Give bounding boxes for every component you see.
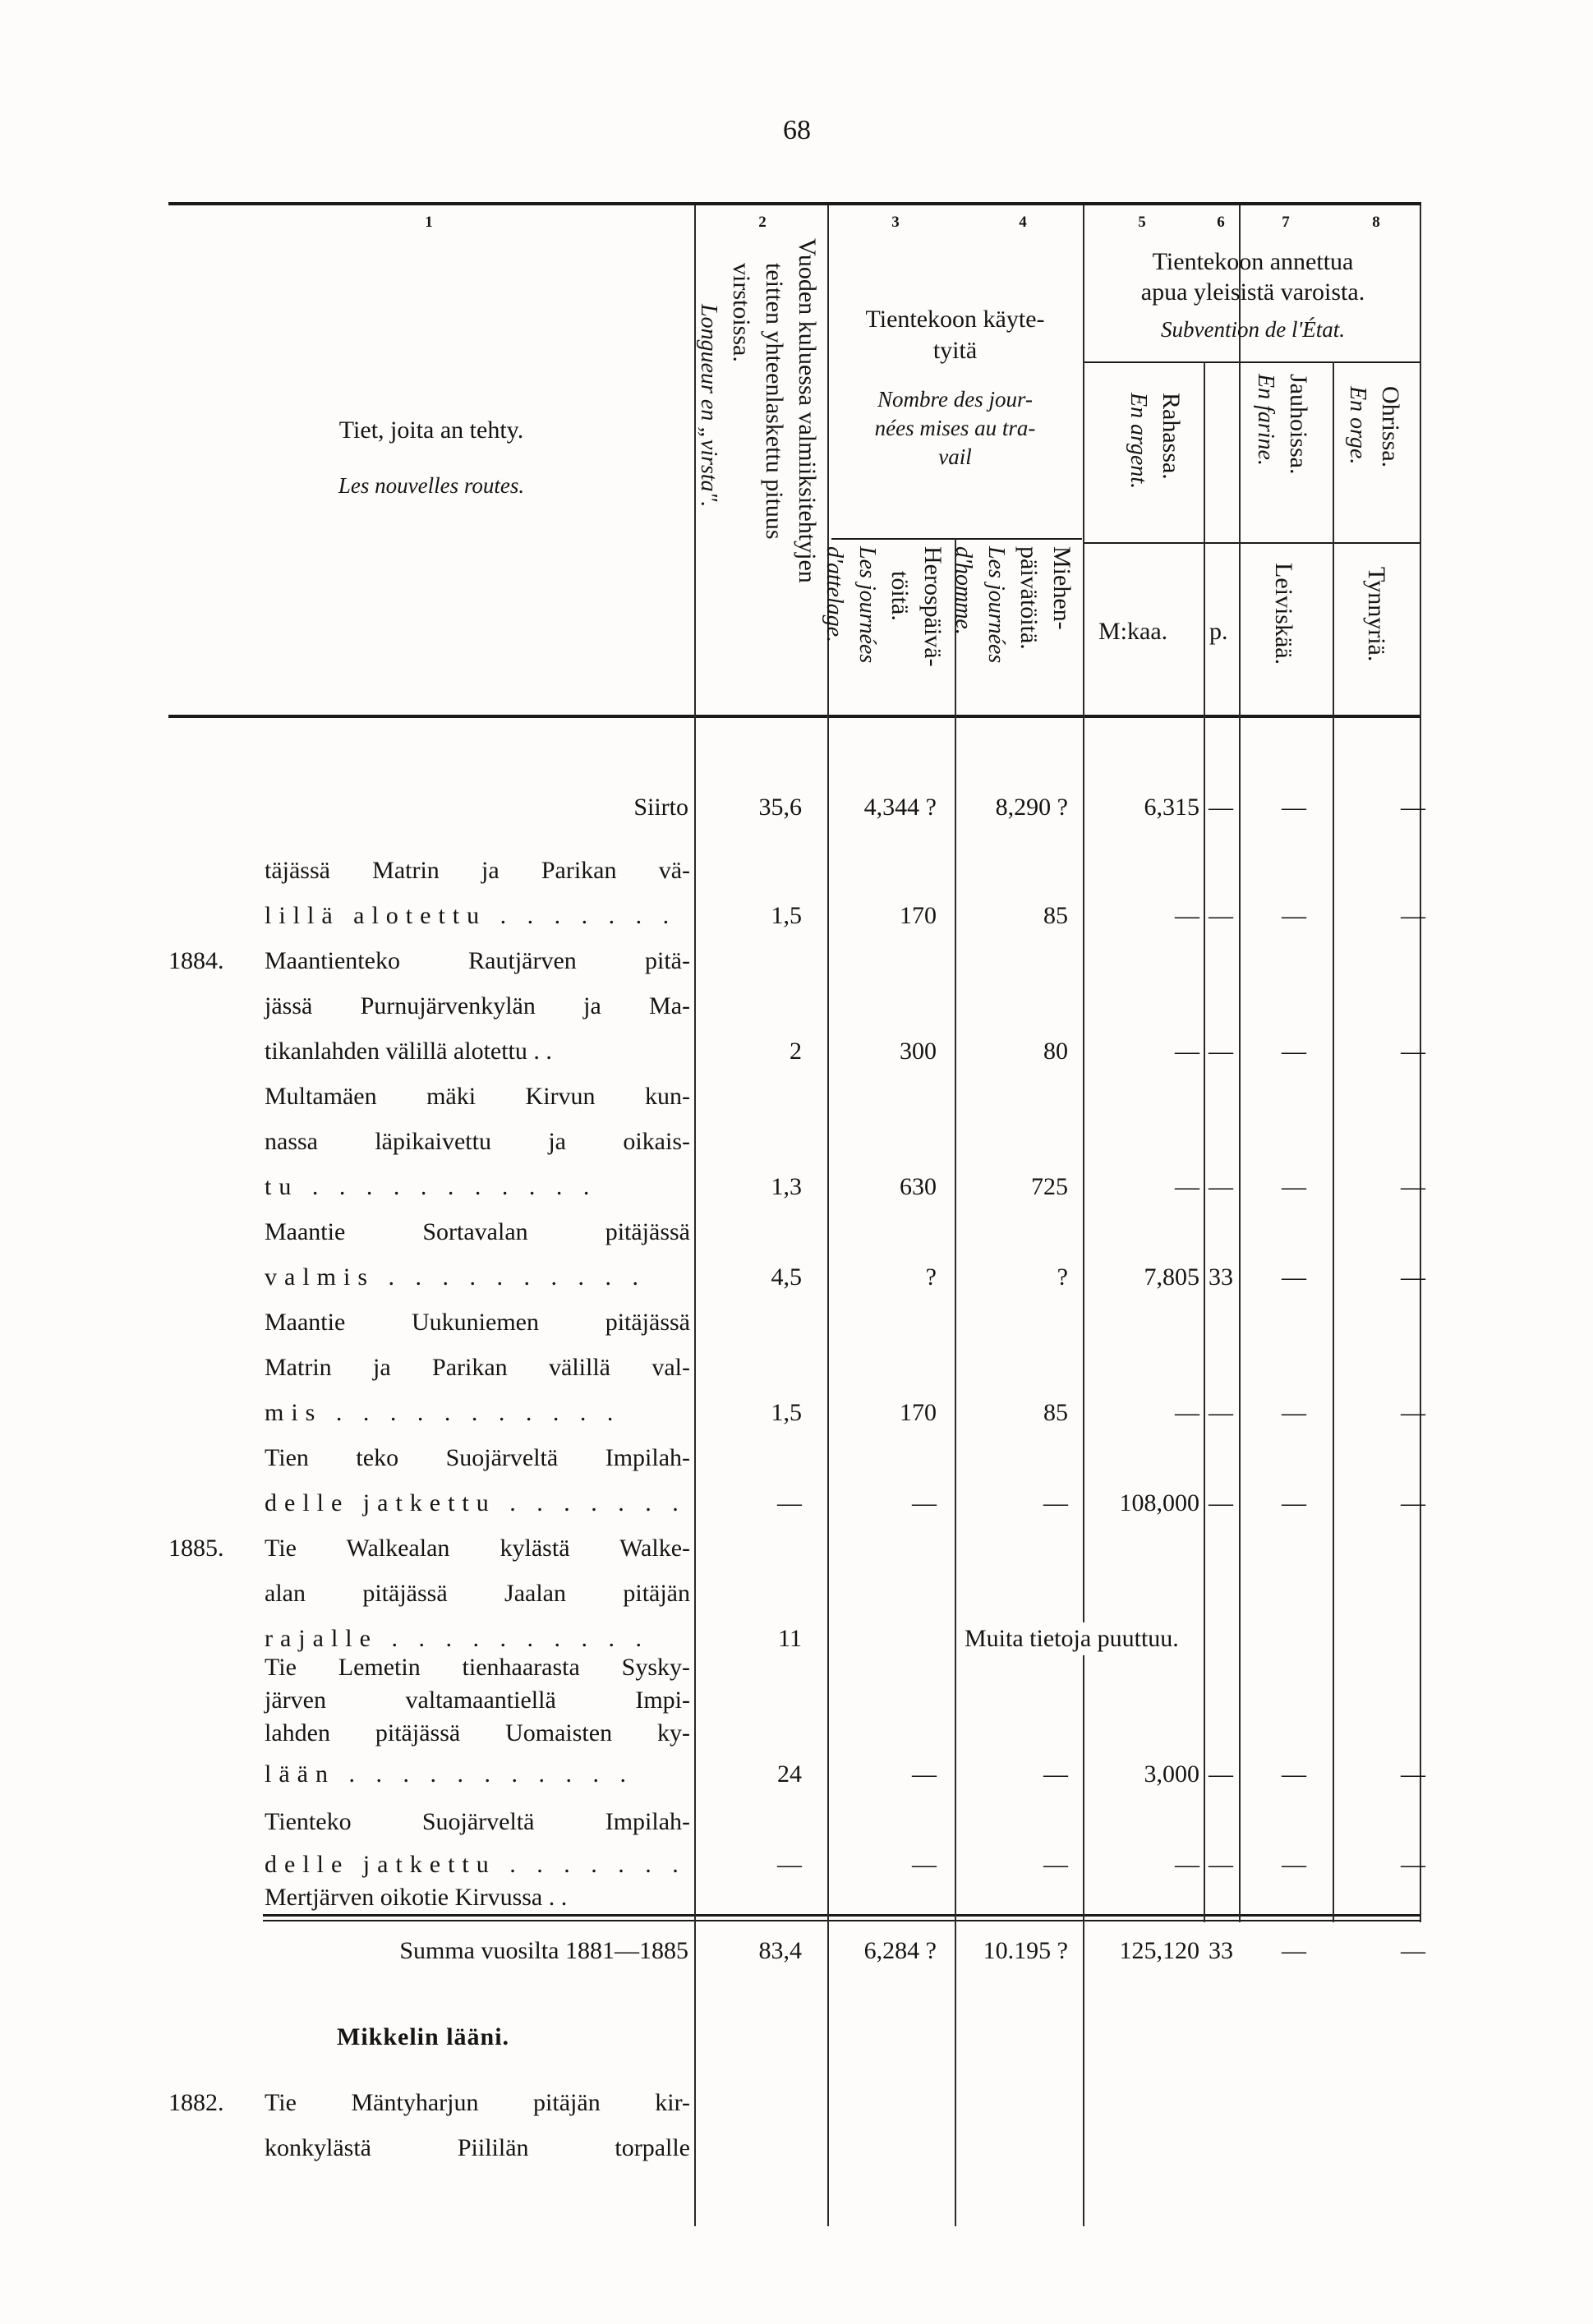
row2-c6: — xyxy=(1209,1173,1233,1200)
row3-c2: 4,5 xyxy=(771,1263,802,1291)
row4-line1: Matrin ja Parikan välillä val- xyxy=(265,1354,690,1381)
col56-header xyxy=(1121,393,1187,489)
summa-top-rule-2 xyxy=(263,1920,1421,1921)
row8-line1: delle jatkettu . . . . . . . xyxy=(265,1851,686,1878)
row3-c8: — xyxy=(1401,1263,1425,1291)
col7-unit-text: Leiviskää. xyxy=(1270,563,1297,665)
col-number-5: 5 xyxy=(1138,214,1146,231)
row1-c2: 2 xyxy=(790,1038,802,1065)
sub-header-rule-col58-top xyxy=(1084,361,1421,363)
row6-c2: 11 xyxy=(778,1625,802,1652)
summa-c3: 6,284 ? xyxy=(863,1937,937,1964)
col4-header-line2: päivätöitä. xyxy=(1015,546,1043,650)
col2-header-line3: virstoissa. xyxy=(728,263,755,362)
row3-c5: 7,805 xyxy=(1144,1263,1199,1291)
row6-line1: alan pitäjässä Jaalan pitäjän xyxy=(265,1580,690,1607)
row4-line0: Maantie Uukuniemen pitäjässä xyxy=(265,1309,690,1336)
row7-c2: 24 xyxy=(777,1760,802,1788)
row7-c4: — xyxy=(1043,1760,1068,1788)
row5-c2: — xyxy=(777,1489,802,1516)
col8-unit-text: Tynnyriä. xyxy=(1363,567,1390,662)
siirto-c5: 6,315 xyxy=(1144,794,1199,821)
row7-c8: — xyxy=(1401,1760,1425,1788)
row7-line0: Tie Lemetin tienhaarasta Sysky- xyxy=(265,1654,690,1681)
row1-c8: — xyxy=(1401,1038,1425,1065)
row3-line1: valmis . . . . . . . . . . xyxy=(265,1263,646,1291)
row2-line1: nassa läpikaivettu ja oikais- xyxy=(265,1128,690,1155)
col7-unit xyxy=(1267,563,1300,665)
row8-line0: Tienteko Suojärveltä Impilah- xyxy=(265,1808,690,1835)
siirto-c8: — xyxy=(1401,794,1425,821)
row2-line0: Multamäen mäki Kirvun kun- xyxy=(265,1083,690,1110)
row2-c7: — xyxy=(1282,1173,1306,1200)
row2-c2: 1,3 xyxy=(771,1173,802,1200)
siirto-c6: — xyxy=(1209,794,1233,821)
col2-header-line1: Vuoden kuluessa valmiiksitehtyjen xyxy=(794,238,821,583)
summa-c2: 83,4 xyxy=(758,1937,802,1964)
siirto-c3: 4,344 ? xyxy=(863,794,937,821)
siirto-c4: 8,290 ? xyxy=(995,794,1068,821)
table-top-rule xyxy=(168,202,1421,205)
row8-c5: — xyxy=(1175,1851,1199,1878)
row1-line2: tikanlahden välillä alotettu . . xyxy=(265,1038,552,1065)
row5-line0: Tien teko Suojärveltä Impilah- xyxy=(265,1444,690,1471)
col7-header-line2: En farine. xyxy=(1253,374,1278,466)
unit-mkaa: M:kaa. xyxy=(1098,618,1168,645)
row6-year: 1885. xyxy=(168,1535,224,1562)
row4-c2: 1,5 xyxy=(771,1399,802,1426)
siirto-c2: 35,6 xyxy=(758,794,802,821)
row1-c5: — xyxy=(1175,1038,1199,1065)
next-row-year: 1882. xyxy=(168,2089,224,2116)
row7-c5: 3,000 xyxy=(1144,1760,1199,1788)
row7-line1: järven valtamaantiellä Impi- xyxy=(265,1687,690,1714)
row7-c7: — xyxy=(1282,1760,1306,1788)
col8-header xyxy=(1341,386,1407,467)
row0-c7: — xyxy=(1282,902,1306,929)
col4-header xyxy=(946,546,1078,663)
row4-c5: — xyxy=(1175,1399,1199,1426)
sub-header-rule-col58 xyxy=(1084,542,1421,544)
row0-c3: 170 xyxy=(900,902,937,929)
row1-c6: — xyxy=(1209,1038,1233,1065)
col4-header-line4: d'homme. xyxy=(951,546,976,635)
row6-line0: Tie Walkealan kylästä Walke- xyxy=(265,1535,690,1562)
row8-c7: — xyxy=(1282,1851,1306,1878)
summa-c5: 125,120 xyxy=(1119,1937,1199,1964)
sub-header-rule-col34 xyxy=(831,538,1082,540)
col34-fr-line2: nées mises au tra- xyxy=(874,416,1036,440)
col3-header-line2: töitä. xyxy=(886,571,914,621)
row8-c6: — xyxy=(1209,1851,1233,1878)
col2-header xyxy=(692,238,823,583)
col2-header-line2: teitten yhteenlaskettu pituus xyxy=(761,263,788,540)
row2-c3: 630 xyxy=(900,1173,937,1200)
row1-c3: 300 xyxy=(900,1038,937,1065)
row0-c4: 85 xyxy=(1043,902,1068,929)
row3-c4: ? xyxy=(1057,1263,1068,1291)
section-title: Mikkelin lääni. xyxy=(337,2023,510,2050)
row5-c7: — xyxy=(1282,1489,1306,1516)
col34-title-line1: Tientekoon käyte- xyxy=(865,306,1045,333)
row3-c3: ? xyxy=(925,1263,937,1291)
page-number: 68 xyxy=(783,115,811,145)
row6-line2: rajalle . . . . . . . . . . xyxy=(265,1625,649,1652)
col58-fr: Subvention de l'État. xyxy=(1161,317,1345,342)
col-number-3: 3 xyxy=(891,214,900,231)
row0-c2: 1,5 xyxy=(771,902,802,929)
header-bottom-rule xyxy=(168,715,1421,718)
col58-title-line1: Tientekoon annettua xyxy=(1152,248,1354,275)
col56-header-line2: En argent. xyxy=(1126,393,1151,490)
row5-c3: — xyxy=(912,1489,937,1516)
row4-c3: 170 xyxy=(900,1399,937,1426)
row5-c8: — xyxy=(1401,1489,1425,1516)
col7-header-line1: Jauhoissa. xyxy=(1285,374,1312,475)
row8-c3: — xyxy=(912,1851,937,1878)
next-row-line1: konkylästä Piililän torpalle xyxy=(265,2134,690,2161)
row4-c8: — xyxy=(1401,1399,1425,1426)
summa-c6: 33 xyxy=(1209,1937,1233,1964)
col3-header-line1: Herospäivä- xyxy=(919,546,946,667)
row7-c3: — xyxy=(912,1760,937,1788)
col8-header-line2: En orge. xyxy=(1345,386,1370,465)
col-number-4: 4 xyxy=(1019,214,1027,231)
row3-c7: — xyxy=(1282,1263,1306,1291)
col2-header-line4: Longueur en „virsta". xyxy=(696,304,721,508)
row6-note: Muita tietoja puuttuu. xyxy=(961,1622,1182,1655)
col4-header-line1: Miehen- xyxy=(1048,546,1075,630)
row0-c8: — xyxy=(1401,902,1425,929)
row2-line2: tu . . . . . . . . . . . xyxy=(265,1173,597,1200)
row4-line2: mis . . . . . . . . . . . xyxy=(265,1399,621,1426)
row5-c5: 108,000 xyxy=(1119,1489,1199,1516)
col58-title-line2: apua yleisistä varoista. xyxy=(1140,278,1365,306)
col-divider-2-3 xyxy=(827,205,829,2226)
row4-c4: 85 xyxy=(1043,1399,1068,1426)
col4-header-line3: Les journées xyxy=(983,546,1009,664)
col8-unit xyxy=(1360,567,1393,661)
col-number-1: 1 xyxy=(425,214,433,231)
row5-c4: — xyxy=(1043,1489,1068,1516)
row9-line0-visible: Mertjärven oikotie Kirvussa . . xyxy=(265,1884,568,1911)
col3-header xyxy=(817,546,949,667)
next-row-line0: Tie Mäntyharjun pitäjän kir- xyxy=(265,2089,690,2116)
col34-title-line2: tyitä xyxy=(932,337,978,364)
row5-line1: delle jatkettu . . . . . . . xyxy=(265,1489,686,1516)
col-divider-4-5 xyxy=(1083,205,1084,2226)
row7-line3: lään . . . . . . . . . . . xyxy=(265,1760,633,1788)
col3-header-line3: Les journées xyxy=(854,546,880,664)
row7-c6: — xyxy=(1209,1760,1233,1788)
col8-header-line1: Ohrissa. xyxy=(1377,386,1404,468)
row1-c7: — xyxy=(1282,1038,1306,1065)
summa-top-rule xyxy=(263,1914,1421,1917)
col-divider-7-8 xyxy=(1333,361,1334,1922)
col1-subtitle: Les nouvelles routes. xyxy=(338,473,525,498)
row1-c4: 80 xyxy=(1043,1038,1068,1065)
row2-c8: — xyxy=(1401,1173,1425,1200)
row4-c7: — xyxy=(1282,1399,1306,1426)
col56-header-line1: Rahassa. xyxy=(1158,393,1185,480)
summa-c7: — xyxy=(1282,1937,1306,1964)
siirto-label: Siirto xyxy=(633,794,688,821)
row0-line0: täjässä Matrin ja Parikan vä- xyxy=(265,857,690,884)
col34-fr-line1: Nombre des jour- xyxy=(877,387,1033,412)
col34-fr-line3: vail xyxy=(938,444,972,469)
siirto-c7: — xyxy=(1282,794,1306,821)
row8-c2: — xyxy=(777,1851,802,1878)
row7-line2: lahden pitäjässä Uomaisten ky- xyxy=(265,1719,690,1746)
summa-c4: 10.195 ? xyxy=(983,1937,1068,1964)
col-number-6: 6 xyxy=(1217,214,1225,231)
row4-c6: — xyxy=(1209,1399,1233,1426)
col1-title: Tiet, joita an tehty. xyxy=(338,416,524,444)
row8-c4: — xyxy=(1043,1851,1068,1878)
row2-c5: — xyxy=(1175,1173,1199,1200)
summa-label: Summa vuosilta 1881—1885 xyxy=(399,1937,688,1964)
col-number-2: 2 xyxy=(758,214,767,231)
col3-header-line4: d'attelage. xyxy=(822,546,847,643)
row8-c8: — xyxy=(1401,1851,1425,1878)
row0-c5: — xyxy=(1175,902,1199,929)
summa-c8: — xyxy=(1401,1937,1425,1964)
col-divider-5-6 xyxy=(1204,361,1205,1922)
unit-p: p. xyxy=(1209,618,1228,645)
row5-c6: — xyxy=(1209,1489,1233,1516)
row0-c6: — xyxy=(1209,902,1233,929)
row3-line0: Maantie Sortavalan pitäjässä xyxy=(265,1218,690,1245)
row0-line1: lillä alotettu . . . . . . . xyxy=(265,902,677,929)
row3-c6: 33 xyxy=(1209,1263,1233,1291)
row1-year: 1884. xyxy=(168,947,224,974)
col-number-7: 7 xyxy=(1282,214,1290,231)
col-number-8: 8 xyxy=(1372,214,1380,231)
row1-line0: Maantienteko Rautjärven pitä- xyxy=(265,947,690,974)
row2-c4: 725 xyxy=(1031,1173,1068,1200)
col7-header xyxy=(1249,374,1314,475)
row1-line1: jässä Purnujärvenkylän ja Ma- xyxy=(265,992,690,1019)
